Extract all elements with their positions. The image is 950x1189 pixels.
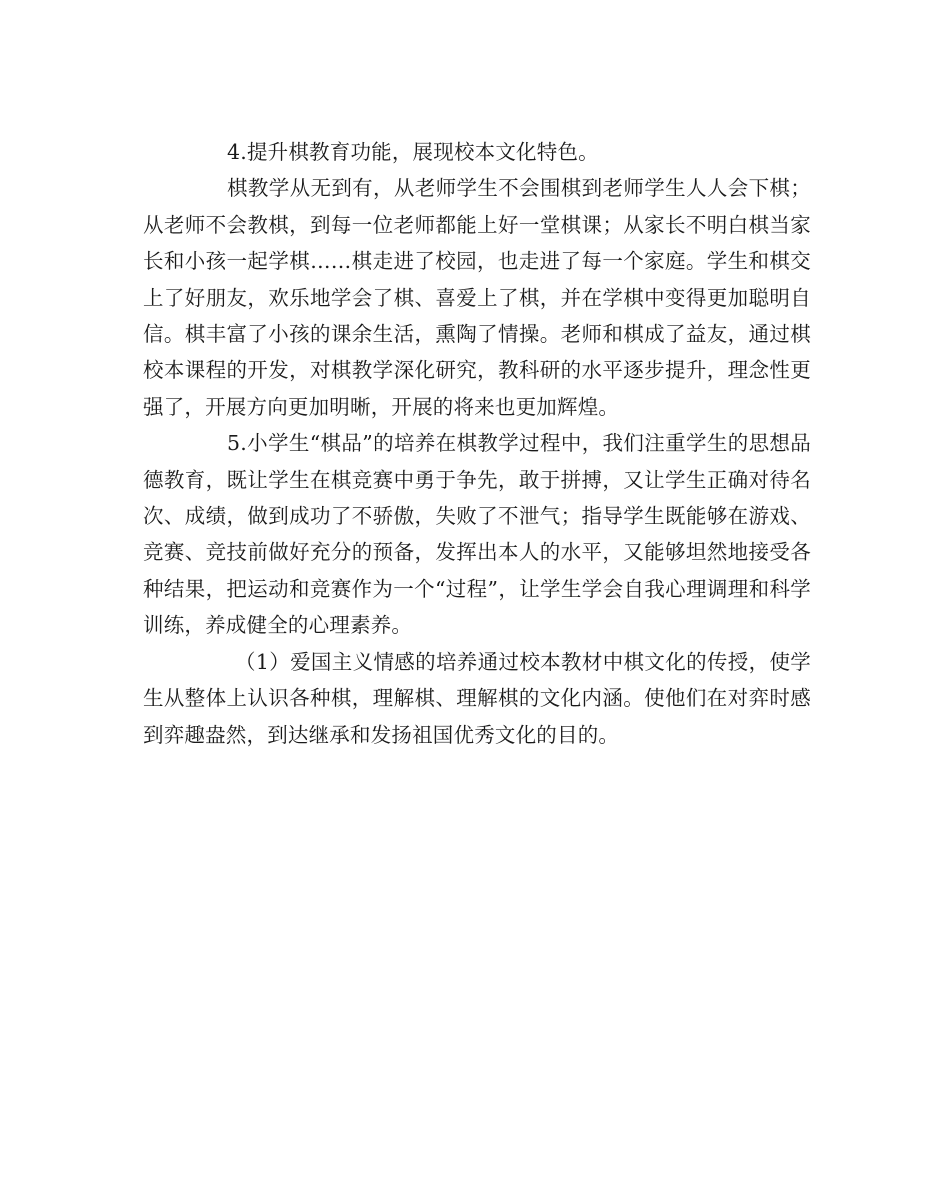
paragraph-chess-character: 5.小学生“棋品”的培养在棋教学过程中，我们注重学生的思想品德教育，既让学生在棋竞赛中勇于争先，敢于拼搏，又让学生正确对待名次、成绩，做到成功了不骄傲，失败了不泄气；指导学生既能够在游戏、竞赛、竞技前做好充分的预备，发挥出本人的水平，又能够坦然地接受各种结果，把运动和竞赛作为一个“过程”，让学生学会自我心理调理和科学训练，养成健全的心理素养。 — [143, 431, 811, 638]
document-body — [143, 134, 811, 753]
paragraph-chess-teaching: 棋教学从无到有，从老师学生不会围棋到老师学生人人会下棋；从老师不会教棋，到每一位老师都能上好一堂棋课；从家长不明白棋当家长和小孩一起学棋……棋走进了校园，也走进了每一个家庭。学生和棋交上了好朋友，欢乐地学会了棋、喜爱上了棋，并在学棋中变得更加聪明自信。棋丰富了小孩的课余生活，熏陶了情操。老师和棋成了益友，通过棋校本课程的开发，对棋教学深化研究，教科研的水平逐步提升，理念性更强了，开展方向更加明晰，开展的将来也更加辉煌。 — [143, 176, 811, 419]
paragraph-heading-4: 4.提升棋教育功能，展现校本文化特色。 — [227, 140, 599, 164]
paragraph-patriotism: （1）爱国主义情感的培养通过校本教材中棋文化的传授，使学生从整体上认识各种棋，理解棋、理解棋的文化内涵。使他们在对弈时感到弈趣盎然，到达继承和发扬祖国优秀文化的目的。 — [143, 649, 811, 747]
